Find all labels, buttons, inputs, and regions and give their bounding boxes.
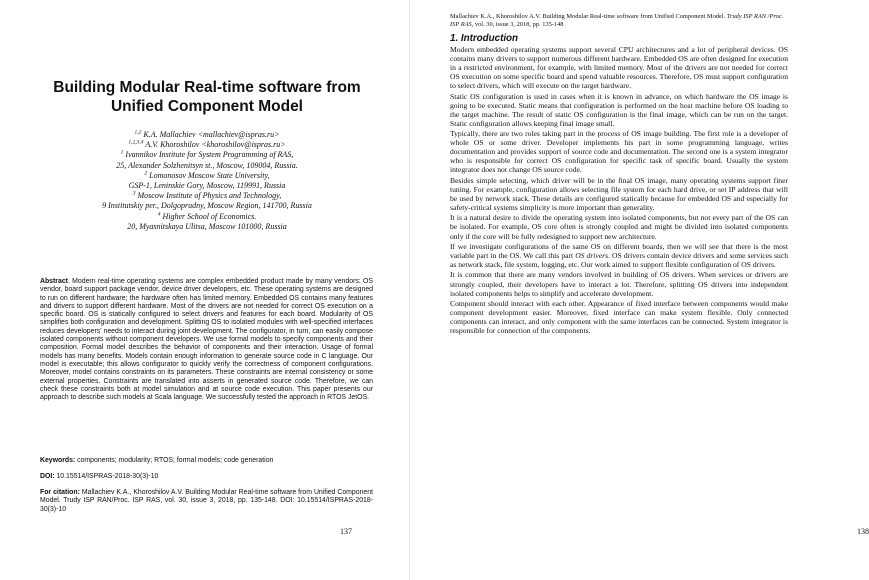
doi-label: DOI: [40, 473, 55, 480]
affiliation-line: 25, Alexander Solzhenitsyn st., Moscow, 109004, Russia. [116, 160, 298, 170]
page-number-left: 137 [340, 527, 352, 536]
right-page [410, 0, 869, 580]
keywords-text: components; modularity; RTOS; formal models; code generation [75, 457, 274, 464]
paragraph: Besides simple selecting, which driver will be in the final OS image, many operating systems support finer tuning. For example, configuration allows selecting file system for each hard drive, or set IP address that will be used by network stack. These details are configured statically because for embedded OS and especially for safety-critical systems simplicity is more important than generality. [450, 175, 788, 212]
affiliation-line: GSP-1, Leninskie Gory, Moscow, 119991, Russia [128, 181, 286, 191]
paragraph: It is common that there are many vendors involved in building of OS drivers. When services or drivers are strongly coupled, their developers have to interact a lot. Therefore, splitting OS drivers into independent isolated components helps to simplify and accelerate development. [450, 270, 788, 298]
affiliation-line: $^1$ Ivannikov Institute for System Programming of RAS, [120, 149, 294, 160]
citation [40, 489, 373, 514]
abstract-label: Abstract [40, 278, 68, 285]
doi-text: 10.15514/ISPRAS-2018-30(3)-10 [54, 473, 159, 480]
running-header: Mallachiev K.A., Khoroshilov A.V. Building Modular Real-time software from Unified Component Model. Trudy ISP RAN /Proc. ISP RAS, vol. 30, issue 3, 2018, pp. 135-148 [450, 13, 784, 28]
affiliation-line: $^2$ Lomonosov Moscow State University, [144, 170, 270, 180]
page-number-right: 138 [857, 527, 869, 536]
abstract [40, 278, 373, 402]
affiliation-line: 9 Institutskiy per., Dolgoprudny, Moscow Region, 141700, Russia [102, 201, 312, 211]
affiliation-line: $^3$ Moscow Institute of Physics and Technology, [132, 190, 282, 201]
paragraph: Typically, there are two roles taking part in the process of OS image building. The first role is a developer of whole OS or some driver. Developer implements his part in some programming language, writes documentation and provides support of source code and documentation. The second one is a system integrator who is responsible for correct OS configuration for specific task of specific board. Usually the system integrator does not change OS source code. [450, 129, 788, 175]
left-page [0, 0, 410, 580]
paragraph: Modern embedded operating systems support several CPU architectures and a lot of peripheral devices. OS contains many drivers to support numerous different hardware. Embedded OS are often designed for execution in a restricted environment, for example, with limited memory. Most of the drivers are not needed for correct OS execution on some specific board and spend valuable resources. Therefore, OS must support configuration to select drivers, which will execute on the target hardware. [450, 45, 788, 91]
doi [40, 473, 373, 481]
paragraph: If we investigate configurations of the same OS on different boards, then we will see that there is the most variable part in the OS. We call this part OS drivers. OS drivers contain device drivers and some services such as network stack, file system, logging, etc. Our work aimed to support flexible configuration of OS drivers. [450, 241, 789, 270]
keywords-label: Keywords: [40, 457, 76, 464]
abstract-text: . Modern real-time operating systems are complex embedded product made by many vendors: OS vendor, board support package vendor, device driver developers, etc. These operating systems are designed to run on different hardware; the hardware often has limited memory. Embedded OS contains many features and drivers to support different hardware. Most of the drivers are not needed for correct OS execution on a specific board. OS is statically configured to select drivers and features for each board. Modularity of OS simplifies both configuration and development. Splitting OS to isolated modules with well-specified interfaces reduces developers' needs to interact during joint development. The configurator, in turn, can easily compose isolated components without component developers. We use formal models to specify components and their composition. Formal model describes the behavior of components and their interaction. Usage of formal models has many benefits. Models contain enough information to generate source code in C language. Our model is executable; this allows configurator to quickly verify the correctness of component configurations. Moreover, model contains constraints on its parameters. These constraints are internal consistency or some external properties. Constraints are translated into asserts in generated source code. Therefore, we can check these constraints both at model simulation and at source code execution. This paper presents our approach to describe such models at Scala language. We successfully tested the approach in RTOS JetOS. [40, 278, 373, 402]
section-heading: 1. Introduction [450, 33, 519, 44]
paragraph: It is a natural desire to divide the operating system into isolated components, but not every part of the OS can be isolated. For example, OS core often is strongly coupled and might be divided into isolated components only if the core will be fully redesigned to support new architecture. [450, 213, 788, 241]
keywords [40, 457, 373, 465]
affiliation-line: $^4$ Higher School of Economics. [157, 210, 257, 221]
citation-text: Mallachiev K.A., Khoroshilov A.V. Building Modular Real-time software from Unified Component Model. Trudy ISP RAN/Proc. ISP RAS, vol. 30, issue 3, 2018, pp. 135-148. DOI: 10.15514/ISPRAS-2018-30(3)-10 [40, 489, 373, 513]
author-block [40, 130, 374, 232]
author-line: $^{1,2}$ K.A. Mallachiev <mallachiev@ispras.ru> [134, 129, 280, 139]
affiliation-line: 20, Myasnitskaya Ulitsa, Moscow 101000, Russia [127, 221, 287, 231]
paragraph: Static OS configuration is used in cases when it is known in advance, on which hardware the OS image is going to be executed. Static means that configuration is performed on the host machine before OS loading to the target machine. The result of static OS configuration is the final image, which can be run on the target. Static configuration allows keeping final image small. [450, 91, 788, 128]
author-line: $^{1,2,3,4}$ A.V. Khoroshilov <khoroshilov@ispras.ru> [128, 139, 286, 150]
citation-label: For citation: [40, 489, 80, 496]
paragraph: Component should interact with each other. Appearance of fixed interface between components would make component development easier. Moreover, fixed interface can make system flexible. Only connected components can interact, and only component with the same interfaces can be connected. System integrator is responsible for connection of the components. [450, 299, 788, 336]
body-text [450, 45, 788, 337]
paper-title: Building Modular Real-time software from Unified Component Model [53, 79, 361, 115]
